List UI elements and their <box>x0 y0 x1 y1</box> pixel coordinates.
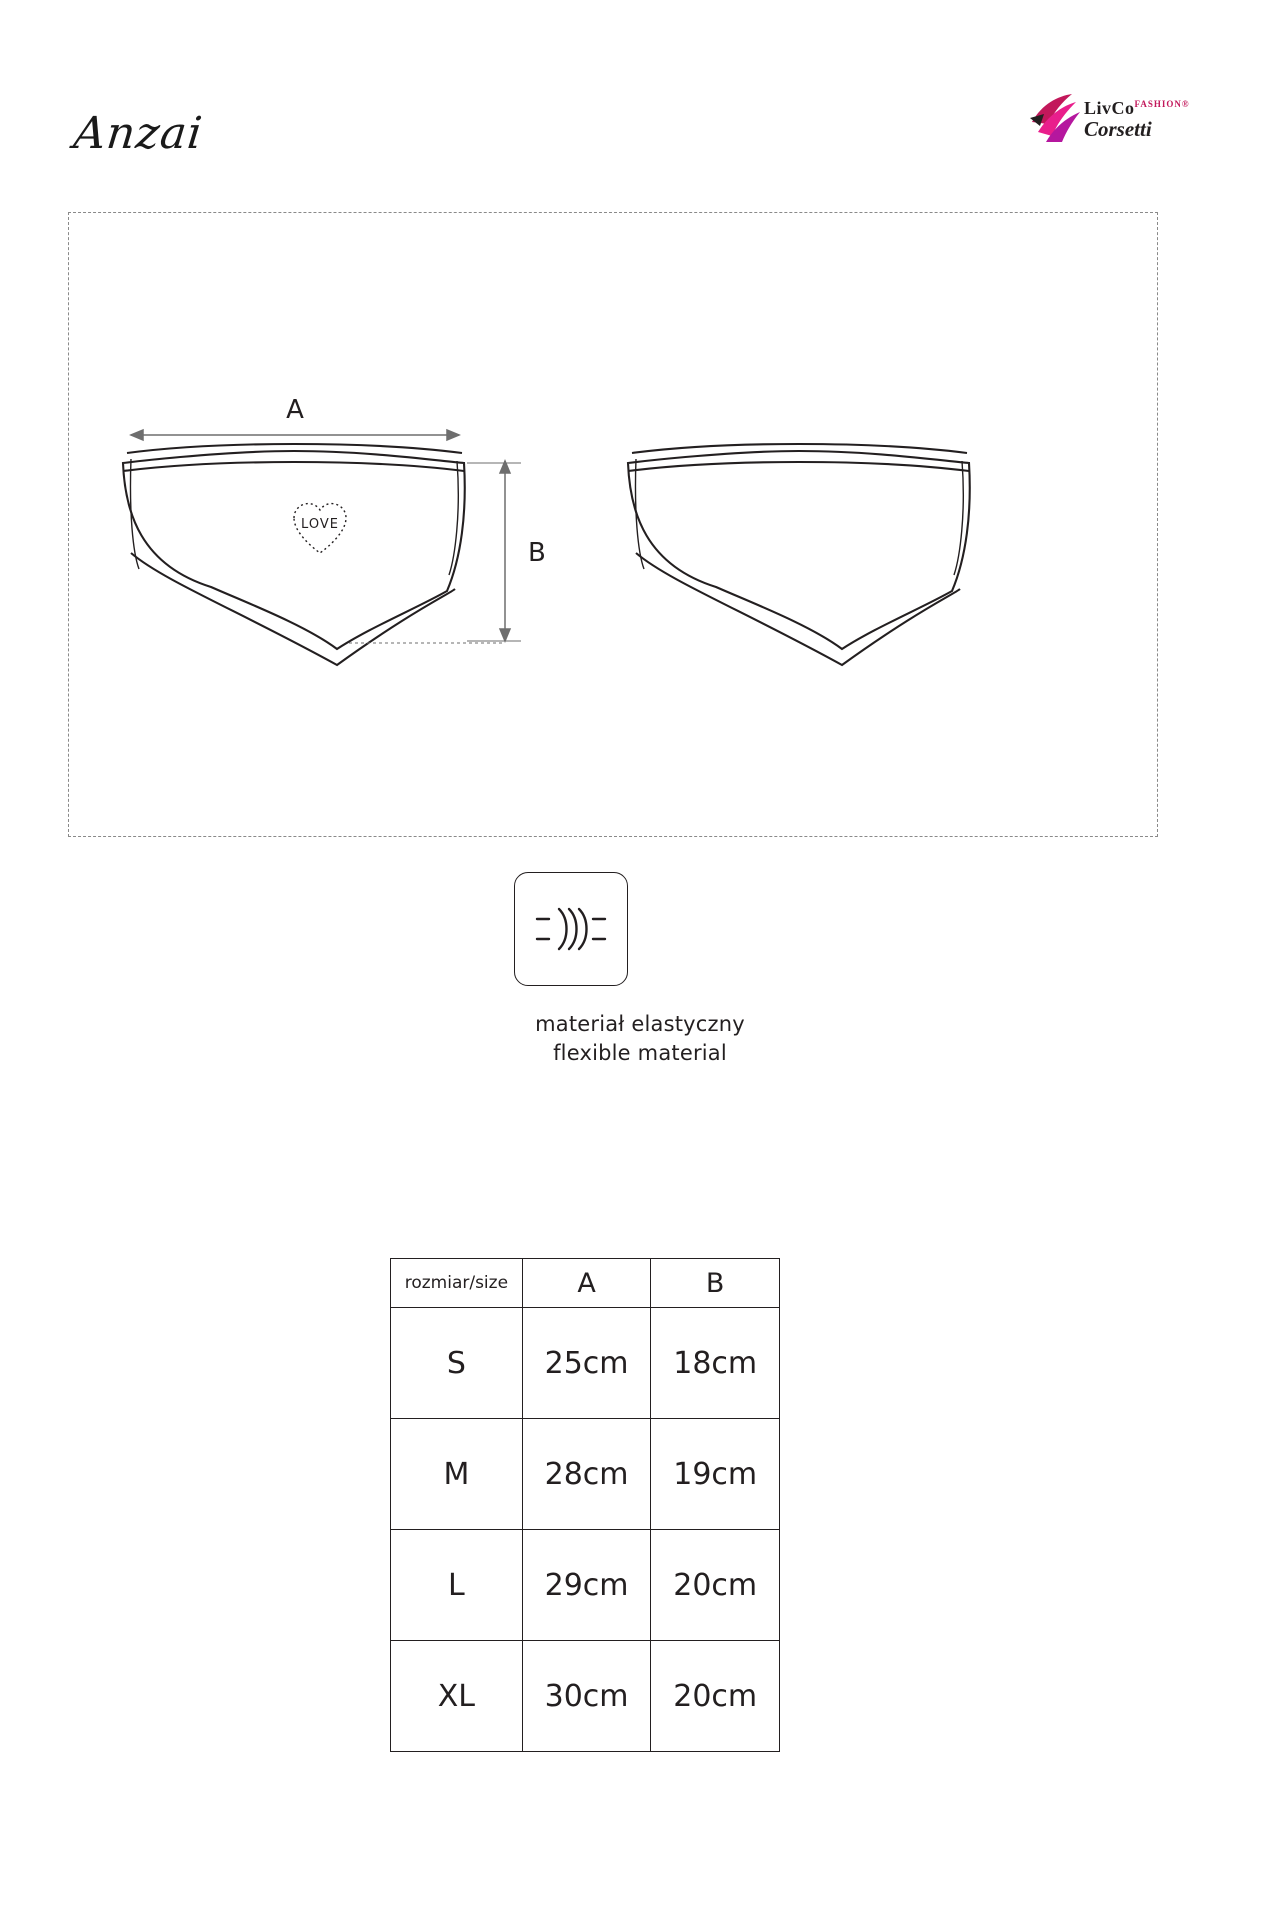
cell-b: 18cm <box>651 1308 780 1419</box>
dimension-label-b: B <box>528 538 546 568</box>
cell-size: L <box>391 1530 523 1641</box>
brand-superscript: FASHION® <box>1134 99 1190 109</box>
table-header-row <box>391 1259 780 1308</box>
table-row <box>391 1530 780 1641</box>
flexible-material-icon <box>514 872 628 986</box>
wing-logo-icon <box>1028 92 1084 144</box>
flexible-material-glyph <box>515 873 627 985</box>
cell-b: 19cm <box>651 1419 780 1530</box>
table-row <box>391 1641 780 1752</box>
love-heart-detail <box>294 504 346 553</box>
panty-front-icon <box>123 444 465 665</box>
cell-a: 28cm <box>522 1419 651 1530</box>
column-header-a: A <box>522 1259 651 1308</box>
cell-a: 25cm <box>522 1308 651 1419</box>
illustration-frame <box>68 212 1158 837</box>
panty-back-icon <box>628 444 970 665</box>
dimension-label-a: A <box>286 395 304 425</box>
material-caption-pl: materiał elastyczny <box>535 1012 745 1036</box>
column-header-size: rozmiar/size <box>391 1259 523 1308</box>
table-row <box>391 1419 780 1530</box>
cell-a: 29cm <box>522 1530 651 1641</box>
brand-name-primary: LivCo <box>1084 98 1135 118</box>
material-caption <box>0 1010 1280 1068</box>
garment-illustration <box>69 213 1157 836</box>
table-row <box>391 1308 780 1419</box>
cell-a: 30cm <box>522 1641 651 1752</box>
cell-size: M <box>391 1419 523 1530</box>
cell-b: 20cm <box>651 1641 780 1752</box>
cell-size: S <box>391 1308 523 1419</box>
cell-b: 20cm <box>651 1530 780 1641</box>
brand-name-secondary: Corsetti <box>1084 117 1152 141</box>
material-caption-en: flexible material <box>553 1041 727 1065</box>
love-text: LOVE <box>301 517 339 532</box>
brand-logo <box>1028 88 1208 152</box>
column-header-b: B <box>651 1259 780 1308</box>
double-arrow-vertical-icon <box>349 461 521 643</box>
double-arrow-horizontal-icon <box>131 430 459 440</box>
product-name: Anzai <box>71 108 206 159</box>
size-table <box>390 1258 780 1752</box>
cell-size: XL <box>391 1641 523 1752</box>
